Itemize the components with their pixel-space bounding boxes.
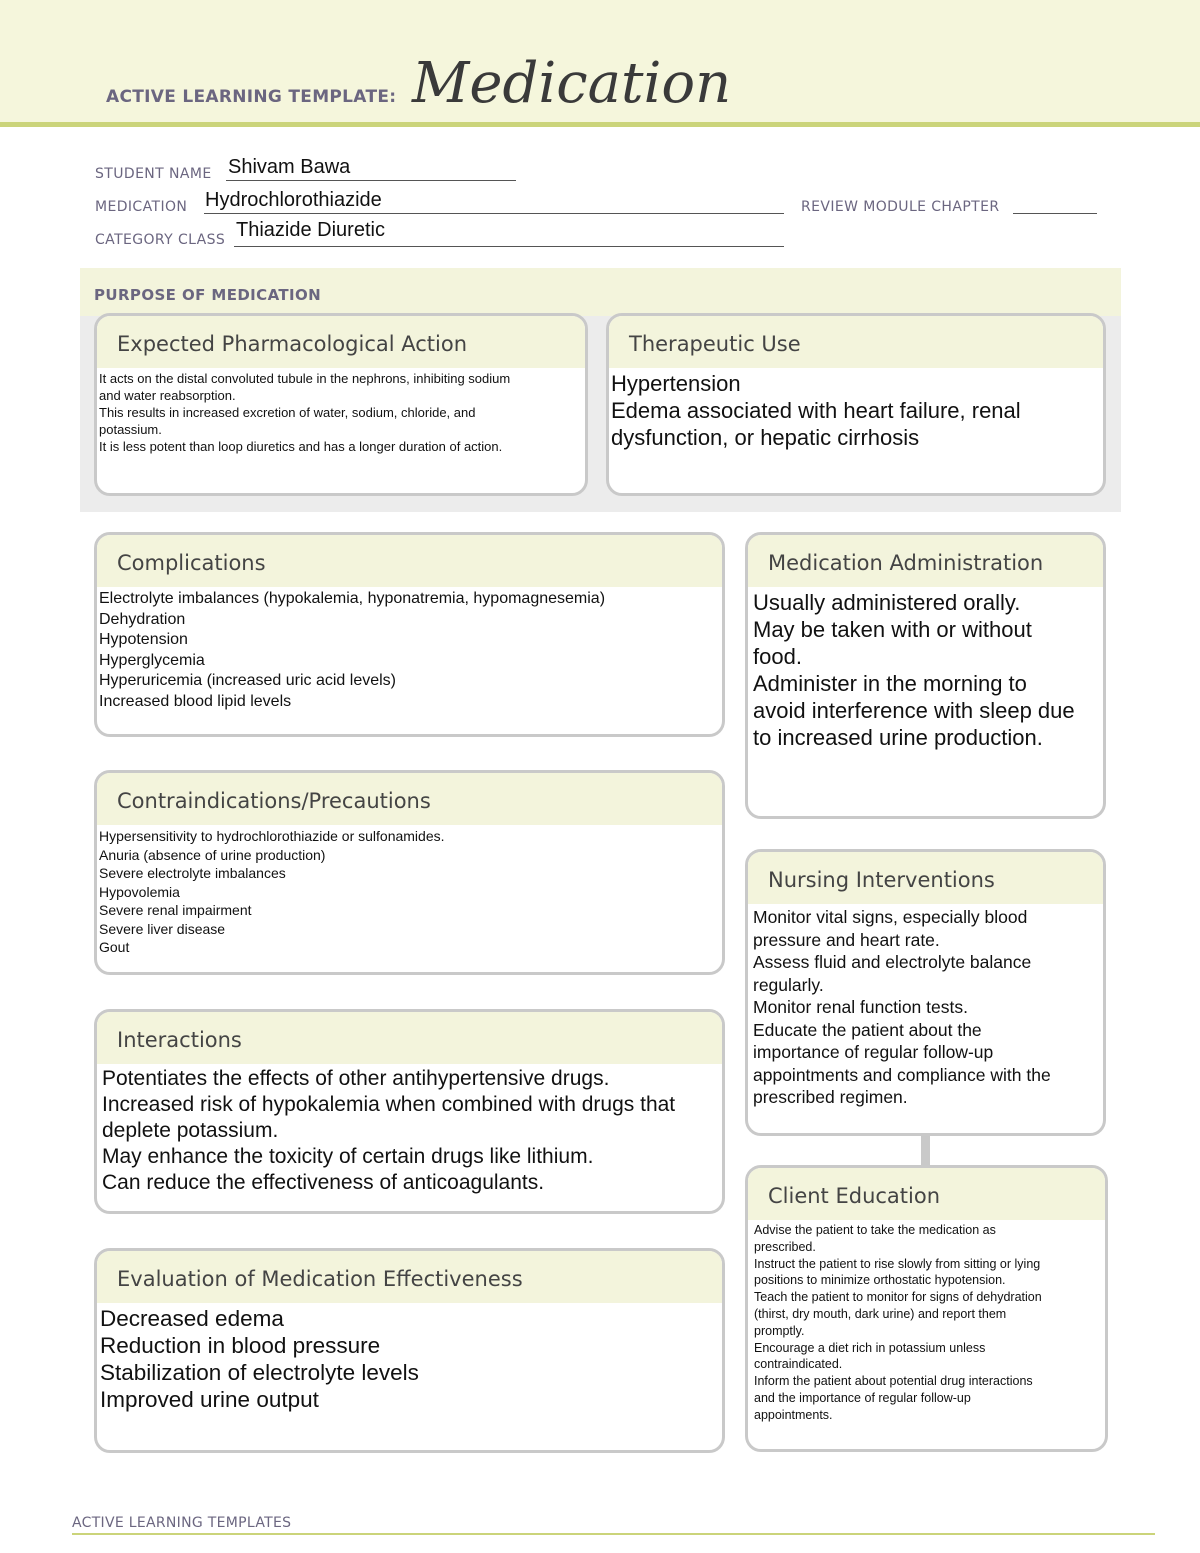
- template-label: ACTIVE LEARNING TEMPLATE:: [106, 87, 397, 107]
- review-module-label: REVIEW MODULE CHAPTER: [801, 199, 1000, 215]
- therapeutic-use-card: [606, 313, 1106, 496]
- contraindications-card: [94, 770, 725, 975]
- nursing-interventions-card: [745, 849, 1106, 1136]
- nursing-interventions-heading: Nursing Interventions: [748, 852, 1103, 904]
- nursing-interventions-text[interactable]: Monitor vital signs, especially blood pressure and heart rate. Assess fluid and electrolyte balance regularly. Monitor renal function tests. Educate the patient about the importance of regular follow-up appointments and compliance with the prescribed regimen.: [753, 907, 1051, 1107]
- client-education-heading: Client Education: [748, 1168, 1105, 1220]
- medication-field[interactable]: Hydrochlorothiazide: [205, 189, 382, 211]
- interactions-card: [94, 1009, 725, 1214]
- medication-label: MEDICATION: [95, 199, 188, 215]
- purpose-title: PURPOSE OF MEDICATION: [94, 286, 322, 304]
- student-name-label: STUDENT NAME: [95, 166, 212, 182]
- review-module-underline: [1013, 213, 1097, 214]
- client-education-card: [745, 1165, 1108, 1452]
- expected-action-card: [94, 313, 588, 496]
- interactions-heading: Interactions: [97, 1012, 722, 1064]
- footer-divider: [72, 1533, 1155, 1535]
- category-class-label: CATEGORY CLASS: [95, 232, 226, 248]
- complications-text[interactable]: Electrolyte imbalances (hypokalemia, hyponatremia, hypomagnesemia) Dehydration Hypotension Hyperglycemia Hyperuricemia (increased uric acid levels) Increased blood lipid levels: [99, 590, 606, 710]
- administration-text[interactable]: Usually administered orally. May be taken with or without food. Administer in the morning to avoid interference with sleep due to increased urine production.: [753, 590, 1075, 750]
- category-class-field[interactable]: Thiazide Diuretic: [236, 219, 385, 241]
- evaluation-heading: Evaluation of Medication Effectiveness: [97, 1251, 722, 1303]
- complications-heading: Complications: [97, 535, 722, 587]
- complications-card: [94, 532, 725, 737]
- contraindications-text[interactable]: Hypersensitivity to hydrochlorothiazide or sulfonamides. Anuria (absence of urine production) Severe electrolyte imbalances Hypovolemia Severe renal impairment Severe liver disease Gout: [99, 828, 445, 955]
- therapeutic-use-text[interactable]: Hypertension Edema associated with heart failure, renal dysfunction, or hepatic cirrhosis: [611, 371, 1021, 450]
- page-title: Medication: [412, 51, 732, 116]
- student-name-field[interactable]: Shivam Bawa: [228, 156, 351, 178]
- header-divider: [0, 122, 1200, 127]
- administration-card: [745, 532, 1106, 819]
- contraindications-heading: Contraindications/Precautions: [97, 773, 722, 825]
- client-education-text[interactable]: Advise the patient to take the medication as prescribed. Instruct the patient to rise slowly from sitting or lying positions to minimize orthostatic hypotension. Teach the patient to monitor for signs of dehydration (thirst, dry mouth, dark urine) and report them promptly. Encourage a diet rich in potassium unless contraindicated. Inform the patient about potential drug interactions and the importance of regular follow-up appointments.: [754, 1223, 1042, 1422]
- student-name-underline: [226, 180, 516, 181]
- column-connector: [921, 1133, 930, 1167]
- medication-underline: [204, 213, 784, 214]
- evaluation-card: [94, 1248, 725, 1453]
- therapeutic-use-heading: Therapeutic Use: [609, 316, 1103, 368]
- administration-heading: Medication Administration: [748, 535, 1103, 587]
- evaluation-text[interactable]: Decreased edema Reduction in blood pressure Stabilization of electrolyte levels Improved urine output: [100, 1306, 419, 1412]
- footer-label: ACTIVE LEARNING TEMPLATES: [72, 1515, 292, 1531]
- expected-action-heading: Expected Pharmacological Action: [97, 316, 585, 368]
- category-class-underline: [234, 246, 784, 247]
- interactions-text[interactable]: Potentiates the effects of other antihypertensive drugs. Increased risk of hypokalemia when combined with drugs that deplete potassium. May enhance the toxicity of certain drugs like lithium. Can reduce the effectiveness of anticoagulants.: [102, 1067, 676, 1194]
- expected-action-text[interactable]: It acts on the distal convoluted tubule in the nephrons, inhibiting sodium and water reabsorption. This results in increased excretion of water, sodium, chloride, and potassium. It is less potent than loop diuretics and has a longer duration of action.: [99, 371, 511, 454]
